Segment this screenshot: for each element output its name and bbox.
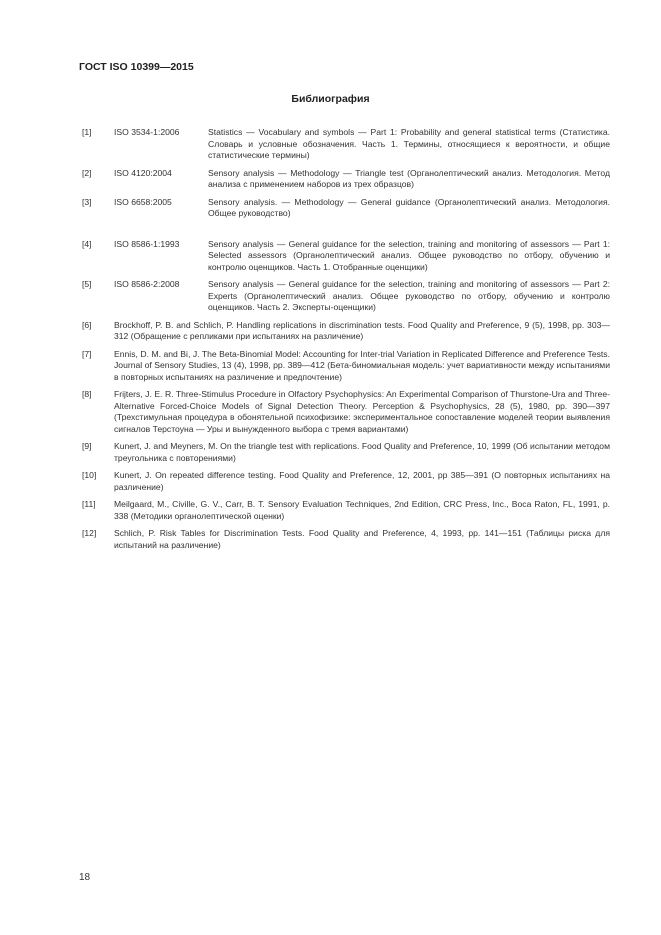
bib-entry bbox=[82, 441, 610, 464]
document-code: ГОСТ ISO 10399—2015 bbox=[79, 61, 194, 73]
bib-entry-number: [4] bbox=[82, 238, 92, 249]
bib-entry-description: Sensory analysis — Methodology — Triangle test (Органолептический анализ. Методология. Метод анализа с применением наборов из трех образцов) bbox=[208, 167, 610, 189]
bib-entry-text: Meilgaard, M., Civille, G. V., Carr, B. T. Sensory Evaluation Techniques, 2nd Edition, CRC Press, Inc., Boca Raton, FL, 1991, p. 338 (Методики органолептической оценки) bbox=[114, 499, 610, 521]
bib-entry-number: [1] bbox=[82, 127, 92, 137]
bib-entry bbox=[82, 320, 610, 343]
bib-entry-number: [8] bbox=[82, 389, 92, 399]
section-title: Библиография bbox=[291, 93, 370, 105]
bib-entry-standard: ISO 6658:2005 bbox=[114, 196, 172, 207]
bib-entry-number: [11] bbox=[82, 499, 96, 509]
bib-entry-text: Brockhoff, P. B. and Schlich, P. Handling replications in discrimination tests. Food Quality and Preference, 9 (5), 1998, pp. 303—312 (Обращение с репликами при испытаниях на различение) bbox=[114, 319, 610, 341]
bib-entry-description: Statistics — Vocabulary and symbols — Part 1: Probability and general statistical terms (Статистика. Словарь и условные обозначения. Часть 1. Термины, относящиеся к вероятности, и общие статистические термины) bbox=[208, 127, 610, 160]
bib-entry-number: [6] bbox=[82, 319, 92, 330]
bib-entry-text: Schlich, P. Risk Tables for Discrimination Tests. Food Quality and Preference, 4, 1993, pp. 141—151 (Таблицы риска для испытаний на различение) bbox=[114, 528, 610, 550]
bib-entry bbox=[82, 389, 610, 435]
bib-entry bbox=[82, 168, 610, 191]
bib-entry-standard: ISO 3534-1:2006 bbox=[114, 127, 180, 137]
bib-entry bbox=[82, 127, 610, 162]
bib-entry bbox=[82, 528, 610, 551]
bibliography-list bbox=[82, 127, 610, 557]
bib-entry bbox=[82, 279, 610, 314]
bib-entry-description: Sensory analysis — General guidance for the selection, training and monitoring of assessors — Part 1: Selected assessors (Органолептический анализ. Общее руководство по отбору, обучению и контролю оценщиков. Часть 1. Отобранные оценщики) bbox=[208, 238, 610, 272]
bib-entry-number: [10] bbox=[82, 470, 97, 480]
bib-entry-text: Kunert, J. and Meyners, M. On the triangle test with replications. Food Quality and Preference, 10, 1999 (Об испытании методом треугольника с повторениями) bbox=[114, 441, 610, 463]
bib-entry-text: Kunert, J. On repeated difference testing. Food Quality and Preference, 12, 2001, pp 385—391 (О повторных испытаниях на различение) bbox=[114, 470, 610, 492]
bib-entry-number: [12] bbox=[82, 528, 97, 538]
bib-entry-text: Frijters, J. E. R. Three-Stimulus Procedure in Olfactory Psychophysics: An Experimental Comparison of Thurstone-Ura and Three-Alternative Forced-Choice Models of Signal Detection Theory. Perception & Psychophysics, 28 (5), 1980, pp. 390—397 (Трехстимульная процедура в обонятельной психофизике: экспериментальное сопоставление моделей теории выявления сигналов Терстоуна — Уры и вынужденного выбора с тремя вариантами) bbox=[114, 389, 610, 434]
bib-entry-number: [9] bbox=[82, 441, 92, 451]
bib-entry bbox=[82, 239, 610, 274]
bib-entry bbox=[82, 197, 610, 220]
bib-entry-number: [3] bbox=[82, 196, 92, 207]
bib-entry-standard: ISO 8586-1:1993 bbox=[114, 238, 180, 249]
bib-entry bbox=[82, 349, 610, 384]
bib-entry-standard: ISO 4120:2004 bbox=[114, 167, 172, 178]
bib-entry bbox=[82, 499, 610, 522]
bib-entry bbox=[82, 470, 610, 493]
bib-entry-standard: ISO 8586-2:2008 bbox=[114, 279, 180, 289]
bib-entry-number: [7] bbox=[82, 348, 92, 359]
page-number: 18 bbox=[79, 872, 91, 883]
bib-entry-text: Ennis, D. M. and Bi, J. The Beta-Binomial Model: Accounting for Inter-trial Variation in Replicated Difference and Preference Tests. Journal of Sensory Studies, 13 (4), 1998, pp. 389—412 (Бета-биномиальная модель: учет вариативности между испытаниями в повторных испытаниях на различение и предпочтение) bbox=[114, 348, 610, 382]
bib-entry-description: Sensory analysis. — Methodology — General guidance (Органолептический анализ. Методология. Общее руководство) bbox=[208, 196, 610, 218]
bib-entry-number: [5] bbox=[82, 279, 92, 289]
bib-entry-number: [2] bbox=[82, 167, 92, 178]
bib-entry-description: Sensory analysis — General guidance for the selection, training and monitoring of assessors — Part 2: Experts (Органолептический анализ. Общее руководство по отбору, обучению и контролю оценщиков. Часть 2. Эксперты-оценщики) bbox=[208, 279, 610, 312]
